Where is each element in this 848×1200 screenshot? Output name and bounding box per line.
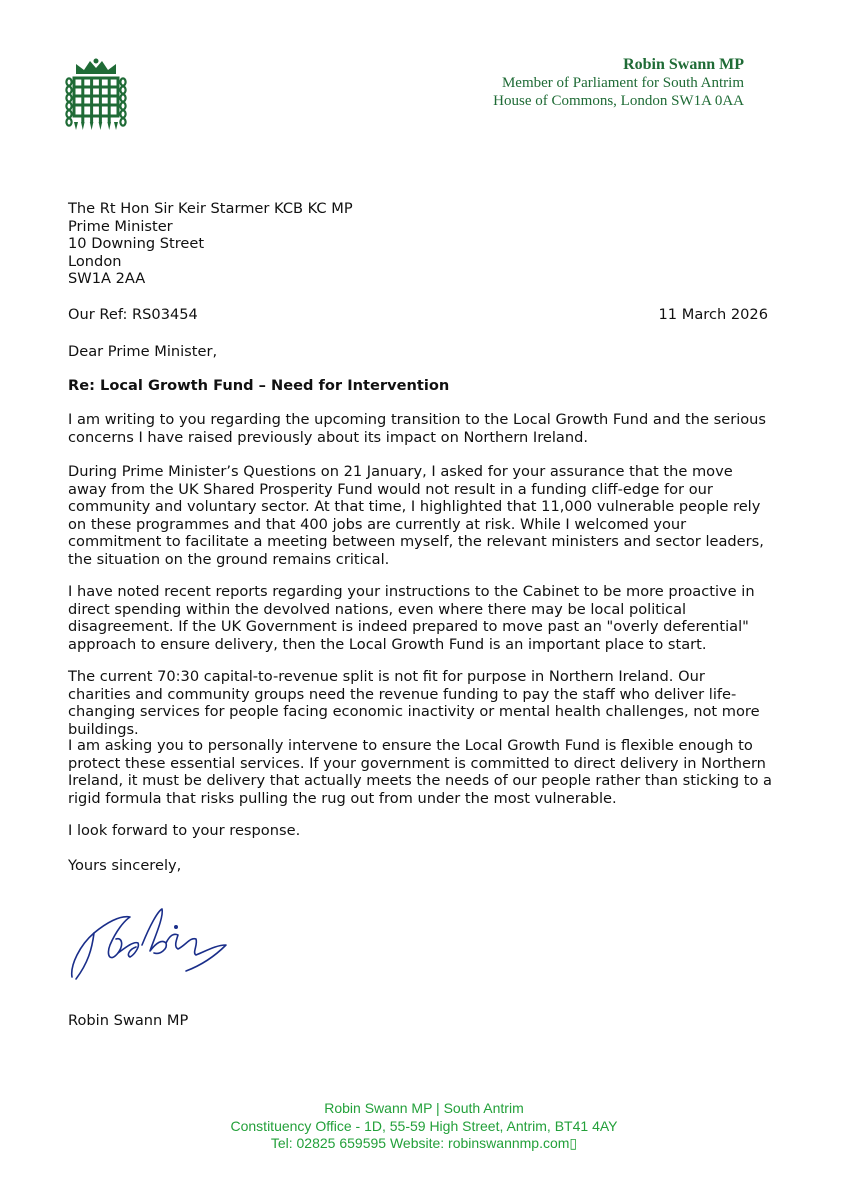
footer [0,1100,848,1153]
reference: Our Ref: RS03454 [68,306,198,323]
recipient-line: The Rt Hon Sir Keir Starmer KCB KC MP [68,200,353,217]
body-paragraph: I am asking you to personally intervene to ensure the Local Growth Fund is flexible enough to protect these essential services. If your government is committed to direct delivery in Northern Ireland, it must be delivery that actually meets the needs of our people rather than sticking to a rigid formula that risks pulling the rug out from under the most vulnerable. [68,737,772,807]
letterhead [493,56,744,110]
handwritten-signature [66,905,232,987]
body-paragraph: During Prime Minister’s Questions on 21 January, I asked for your assurance that the move away from the UK Shared Prosperity Fund would not result in a funding cliff-edge for our community and voluntary sector. At that time, I highlighted that 11,000 vulnerable people rely on these programmes and that 400 jobs are currently at risk. While I welcomed your commitment to facilitate a meeting between myself, the relevant ministers and sector leaders, the situation on the ground remains critical. [68,463,764,568]
recipient-line: London [68,252,122,270]
footer-line: Constituency Office - 1D, 55-59 High Street, Antrim, BT41 4AY [230,1117,618,1134]
sender-address: House of Commons, London SW1A 0AA [493,93,744,109]
recipient-line: Prime Minister [68,217,173,235]
closing-line: I look forward to your response. [68,822,301,839]
footer-line: Robin Swann MP | South Antrim [324,1100,524,1116]
sender-name: Robin Swann MP [623,56,744,73]
recipient-line: 10 Downing Street [68,235,205,252]
portcullis-icon [64,58,128,132]
recipient-address [68,200,768,288]
recipient-line: SW1A 2AA [68,270,146,287]
signatory-name: Robin Swann MP [68,1012,189,1029]
body-paragraph: I am writing to you regarding the upcoming transition to the Local Growth Fund and the serious concerns I have raised previously about its impact on Northern Ireland. [68,411,767,446]
sender-role: Member of Parliament for South Antrim [501,75,744,91]
sign-off: Yours sincerely, [68,857,182,874]
footer-line: Tel: 02825 659595 Website: robinswannmp.com▯ [270,1135,578,1151]
body-paragraph: The current 70:30 capital-to-revenue split is not fit for purpose in Northern Ireland. Our charities and community groups need the revenue funding to pay the staff who deliver life-changing services for people facing economic inactivity or mental health challenges, not more buildings. [68,668,760,738]
subject-line: Re: Local Growth Fund – Need for Intervention [68,377,450,394]
letter-date: 11 March 2026 [658,306,768,323]
body-paragraph: I have noted recent reports regarding your instructions to the Cabinet to be more proactive in direct spending within the devolved nations, even where there may be local political disagreement. If the UK Government is indeed prepared to move past an "overly deferential" approach to ensure delivery, then the Local Growth Fund is an important place to start. [68,583,755,653]
salutation: Dear Prime Minister, [68,343,218,360]
